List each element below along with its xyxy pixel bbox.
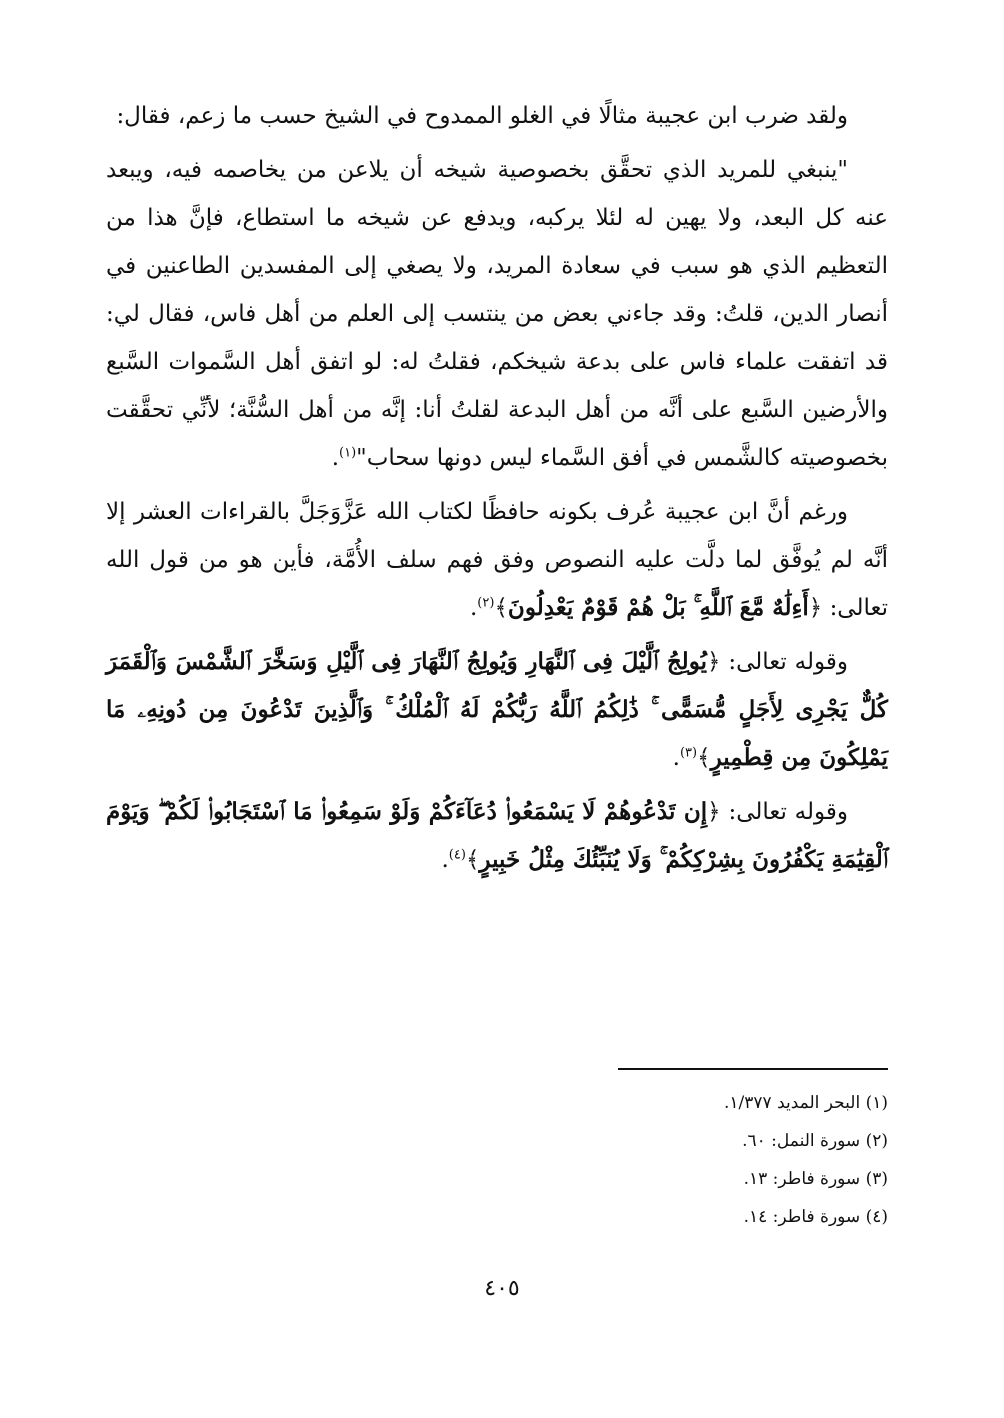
footnote-ref-1: (١): [339, 445, 357, 461]
page-number: ٤٠٥: [484, 1276, 520, 1301]
paragraph-ibn-ajiba-text: ورغم أنَّ ابن عجيبة عُرف بكونه حافظًا لكتاب الله عَزَّوَجَلَّ بالقراءات العشر إلا أنَّه لم يُوفَّق لما دلَّت عليه النصوص وفق فهم سلف الأُمَّة، فأين هو من قول الله تعالى:: [106, 499, 888, 621]
footnote-ref-2: (٢): [477, 595, 495, 611]
quotation-end: .: [331, 445, 339, 471]
footnote-item: (٣) سورة فاطر: ١٣.: [743, 1169, 888, 1189]
footnote-item: (٤) سورة فاطر: ١٤.: [743, 1207, 888, 1227]
quran-verse-fatir-14: إِن تَدْعُوهُمْ لَا يَسْمَعُوا۟ دُعَآءَكُمْ وَلَوْ سَمِعُوا۟ مَا ٱسْتَجَابُوا۟ لَكُمْ ۖ وَيَوْمَ ٱلْقِيَٰمَةِ يَكْفُرُونَ بِشِرْكِكُمْ ۚ وَلَا يُنَبِّئُكَ مِثْلُ خَبِيرٍ: [106, 798, 888, 873]
paragraph-intro-text: ولقد ضرب ابن عجيبة مثالًا في الغلو الممدوح في الشيخ حسب ما زعم، فقال:: [116, 103, 848, 129]
paragraph-intro: [106, 92, 888, 140]
quran-ornament-close: ﴾: [494, 595, 508, 621]
footnote-separator: [618, 1068, 888, 1070]
paragraph-fatir-13: [106, 638, 888, 782]
quotation-text: "ينبغي للمريد الذي تحقَّق بخصوصية شيخه أن يلاعن من يخاصمه فيه، ويبعد عنه كل البعد، ولا يهين له لئلا يركبه، ويدفع عن شيخه ما استطاع، فإنَّ هذا من التعظيم الذي هو سبب في سعادة المريد، ولا يصغي إلى المفسدين الطاعنين في أنصار الدين، قلتُ: وقد جاءني بعض من ينتسب إلى العلم من أهل فاس، فقال لي: قد اتفقت علماء فاس على بدعة شيخكم، فقلتُ له: لو اتفق أهل السَّموات السَّبع والأرضين السَّبع على أنَّه من أهل البدعة لقلتُ أنا: إنَّه من أهل السُّنَّة؛ لأنِّي تحقَّقت بخصوصيته كالشَّمس في أفق السَّماء ليس دونها سحاب": [106, 157, 888, 471]
verse-end-2: .: [672, 745, 680, 771]
paragraph-quotation: [106, 146, 888, 482]
footnote-item: (٢) سورة النمل: ٦٠.: [742, 1131, 888, 1151]
quran-ornament-open: ﴿: [808, 595, 823, 621]
paragraph-fatir-13-intro: وقوله تعالى:: [728, 649, 848, 675]
quran-verse-fatir-13: يُولِجُ ٱلَّيْلَ فِى ٱلنَّهَارِ وَيُولِجُ ٱلنَّهَارَ فِى ٱلَّيْلِ وَسَخَّرَ ٱلشَّمْسَ وَٱلْقَمَرَ كُلٌّ يَجْرِى لِأَجَلٍ مُّسَمًّى ۚ ذَٰلِكُمُ ٱللَّهُ رَبُّكُمْ لَهُ ٱلْمُلْكُ ۚ وَٱلَّذِينَ تَدْعُونَ مِن دُونِهِۦ مَا يَمْلِكُونَ مِن قِطْمِيرٍ: [106, 648, 888, 771]
quran-ornament-open: ﴿: [707, 799, 721, 825]
quran-ornament-close: ﴾: [697, 745, 711, 771]
quran-ornament-close: ﴾: [465, 847, 480, 873]
quran-ornament-open: ﴿: [706, 649, 721, 675]
quran-verse-naml-60: أَءِلَٰهٌ مَّعَ ٱللَّهِ ۚ بَلْ هُمْ قَوْمٌ يَعْدِلُونَ: [507, 594, 809, 621]
verse-end-1: .: [469, 595, 478, 621]
page-body: [106, 92, 888, 890]
paragraph-fatir-14-intro: وقوله تعالى:: [728, 799, 848, 825]
footnotes-list: [106, 1084, 888, 1236]
footnote-ref-3: (٣): [679, 745, 698, 761]
paragraph-fatir-14: [106, 788, 888, 884]
paragraph-ibn-ajiba: [106, 488, 888, 632]
footnote-item: (١) البحر المديد ١/٣٧٧.: [724, 1093, 888, 1113]
footnote-ref-4: (٤): [448, 847, 466, 863]
verse-end-3: .: [441, 847, 449, 873]
